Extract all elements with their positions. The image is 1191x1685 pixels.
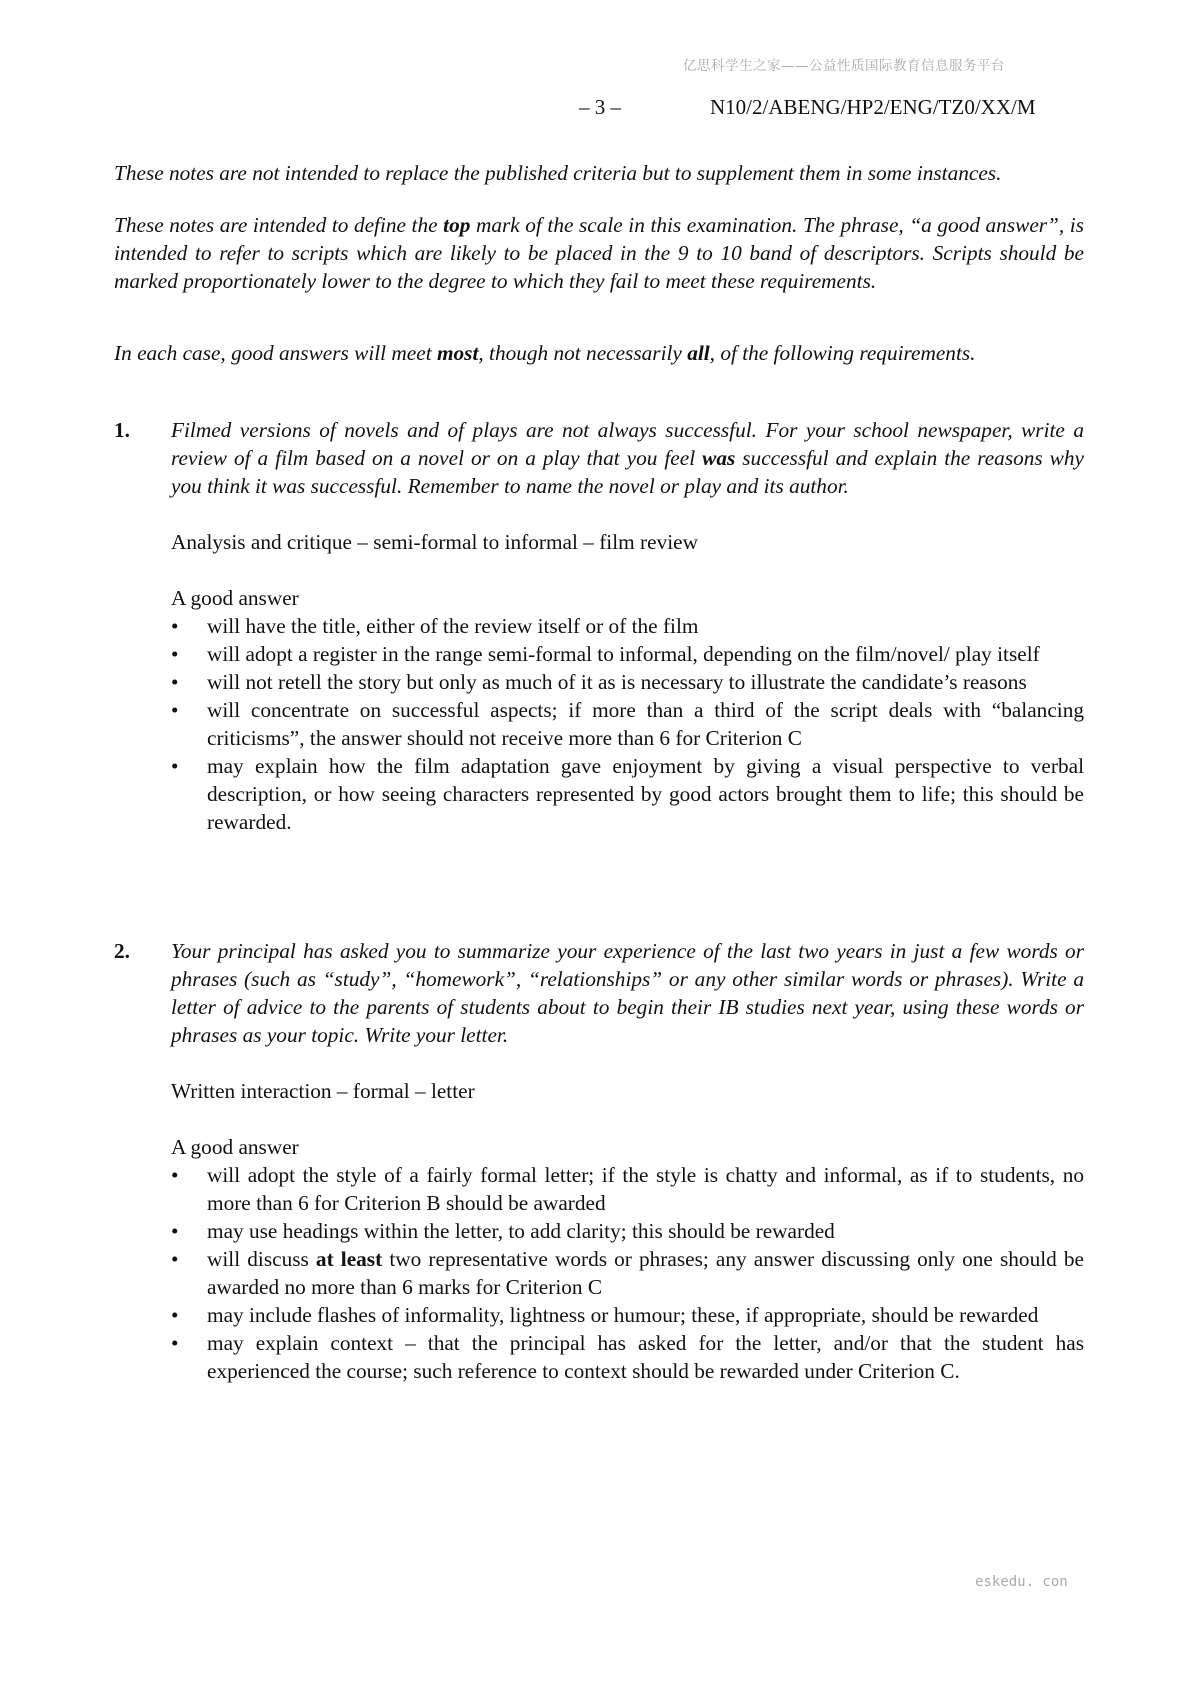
task-type: Analysis and critique – semi-formal to informal – film review: [171, 530, 698, 554]
list-item: • may use headings within the letter, to add clarity; this should be rewarded: [171, 1217, 1084, 1245]
list-item: • may include flashes of informality, lightness or humour; these, if appropriate, should be rewarded: [171, 1301, 1084, 1329]
list-item: • will adopt the style of a fairly formal letter; if the style is chatty and informal, as if to students, no more than 6 for Criterion B should be awarded: [171, 1161, 1084, 1217]
good-answer-label: A good answer: [171, 586, 299, 610]
list-item: • will adopt a register in the range semi-formal to informal, depending on the film/novel/ play itself: [171, 640, 1084, 668]
emphasis-all: all: [687, 341, 710, 365]
question-2: [114, 937, 1084, 1385]
page-number: – 3 –: [579, 95, 621, 119]
intro-note-1: These notes are not intended to replace the published criteria but to supplement them in some instances.: [114, 161, 1002, 185]
emphasis-most: most: [436, 341, 479, 365]
intro-note-2: These notes are intended to define the top mark of the scale in this examination. The phrase, “a good answer”, is intended to refer to scripts which are likely to be placed in the 9 to 10 band of descriptors. Scripts should be marked proportionately lower to the degree to which they fail to meet these requirements.: [114, 213, 1084, 293]
list-item: • will not retell the story but only as much of it as is necessary to illustrate the candidate’s reasons: [171, 668, 1084, 696]
document-code: N10/2/ABENG/HP2/ENG/TZ0/XX/M: [710, 95, 1036, 119]
question-number: 2.: [114, 939, 130, 963]
question-1: [114, 416, 1084, 836]
list-item: • will concentrate on successful aspects; if more than a third of the script deals with “balancing criticisms”, the answer should not receive more than 6 for Criterion C: [171, 696, 1084, 752]
criteria-list: [171, 612, 1084, 836]
question-number: 1.: [114, 418, 130, 442]
task-type: Written interaction – formal – letter: [171, 1079, 475, 1103]
list-item: • will discuss at least two representative words or phrases; any answer discussing only one should be awarded no more than 6 marks for Criterion C: [171, 1245, 1084, 1301]
criteria-list: [171, 1161, 1084, 1385]
emphasis-at-least: at least: [315, 1247, 383, 1271]
intro-note-3: In each case, good answers will meet most, though not necessarily all, of the following requirements.: [114, 341, 976, 365]
watermark-bottom: eskedu. con: [975, 1574, 1068, 1590]
list-item: • may explain context – that the principal has asked for the letter, and/or that the student has experienced the course; such reference to context should be rewarded under Criterion C.: [171, 1329, 1084, 1385]
emphasis-top: top: [443, 213, 471, 237]
watermark-top: 亿思科学生之家——公益性质国际教育信息服务平台: [683, 58, 1005, 74]
list-item: • will have the title, either of the review itself or of the film: [171, 612, 1084, 640]
question-prompt: Your principal has asked you to summarize your experience of the last two years in just a few words or phrases (such as “study”, “homework”, “relationships” or any other similar words or phrases). Write a letter of advice to the parents of students about to begin their IB studies next year, using these words or phrases as your topic. Write your letter.: [171, 939, 1084, 1047]
good-answer-label: A good answer: [171, 1135, 299, 1159]
question-prompt: Filmed versions of novels and of plays are not always successful. For your school newspaper, write a review of a film based on a novel or on a play that you feel was successful and explain the reasons why you think it was successful. Remember to name the novel or play and its author.: [171, 418, 1084, 498]
list-item: • may explain how the film adaptation gave enjoyment by giving a visual perspective to verbal description, or how seeing characters represented by good actors brought them to life; this should be rewarded.: [171, 752, 1084, 836]
